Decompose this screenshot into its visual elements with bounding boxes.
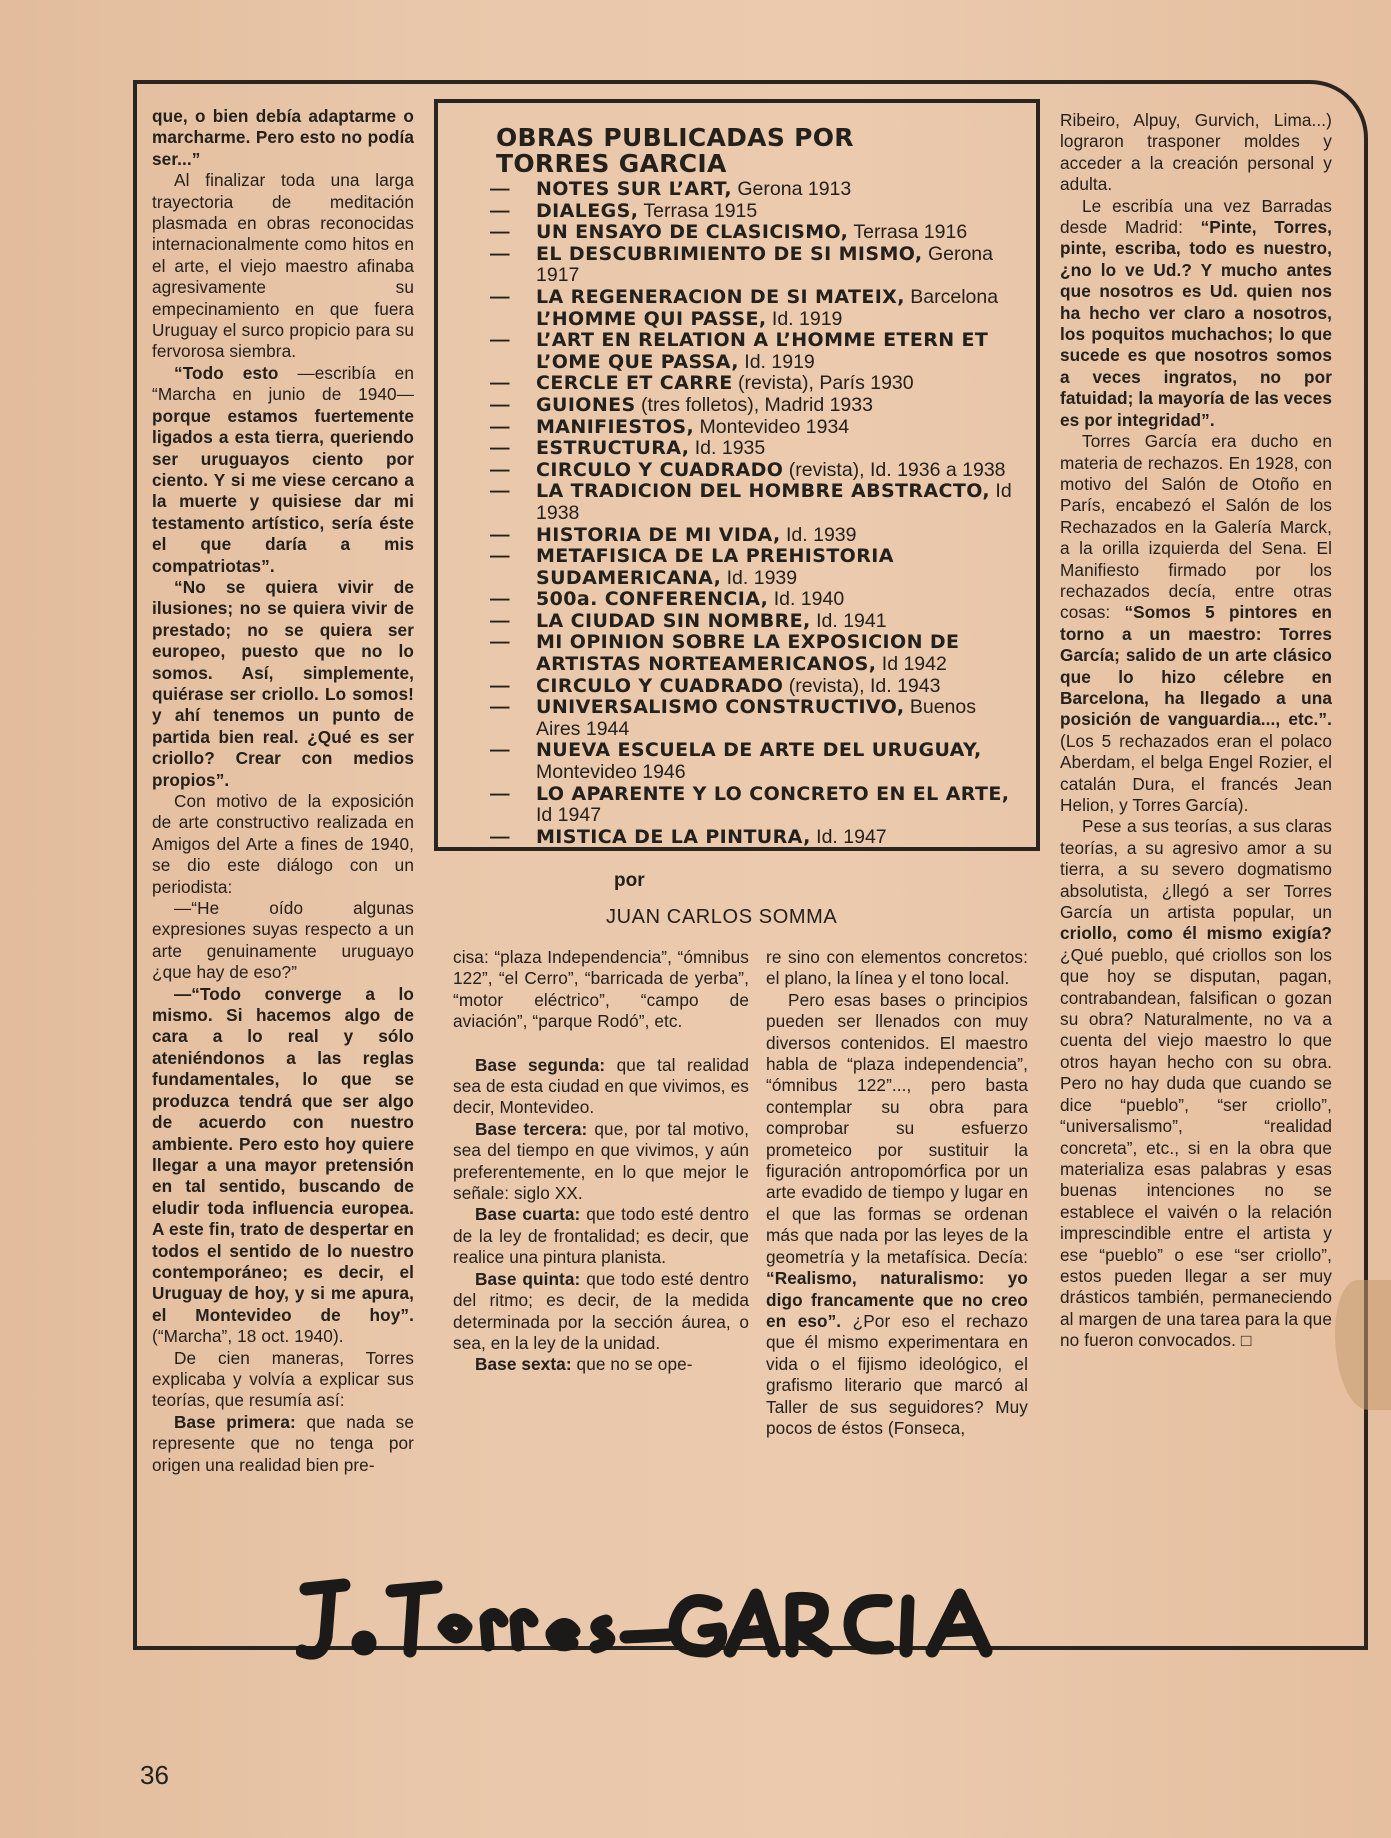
dash-marker: — <box>490 631 510 654</box>
publication-title: L’ART EN RELATION A L’HOMME ETERN ET L’OME QUE PASSA, <box>536 329 989 373</box>
dash-marker: — <box>490 221 510 244</box>
publication-title: UNIVERSALISMO CONSTRUCTIVO, <box>536 696 905 719</box>
publication-item <box>452 611 1016 633</box>
col2-paragraph: Base cuarta: que todo esté dentro de la ley de frontalidad; es decir, que realice una pintura planista. <box>453 1204 749 1268</box>
col1-paragraph: Base primera: que nada se represente que no tenga por origen una realidad bien pre- <box>152 1411 414 1475</box>
dash-marker: — <box>490 285 510 308</box>
dash-marker: — <box>490 199 510 222</box>
dash-marker: — <box>490 415 510 438</box>
publication-title: LA REGENERACION DE SI MATEIX, <box>536 285 905 308</box>
col1-paragraph: —“Todo converge a lo mismo. Si hacemos algo de cara a lo real y sólo ateniéndonos a las reglas fundamentales, lo que se produzca tendrá que ser algo de acuerdo con nuestro ambiente. Pero esto hoy quiere llegar a una mayor pretensión en tal sentido, buscando de eludir toda influencia europea. A este fin, trato de despertar en todos el sentido de lo nuestro contemporáneo; es decir, el Uruguay de hoy, y si me apura, el Montevideo de hoy”. (“Marcha”, 18 oct. 1940). <box>152 983 414 1347</box>
article-column-4 <box>1060 110 1332 1352</box>
publication-item <box>452 525 1016 547</box>
dash-marker: — <box>490 674 510 697</box>
publication-title: NOTES SUR L’ART, <box>536 178 732 200</box>
dash-marker: — <box>490 458 510 481</box>
col2-paragraph: cisa: “plaza Independencia”, “ómnibus 122”, “el Cerro”, “barricada de yerba”, “motor eléctrico”, “campo de aviación”, “parque Rodó”, etc. <box>453 947 749 1032</box>
publication-place-date: Id. 1939 <box>780 523 857 546</box>
dash-marker: — <box>490 609 510 632</box>
publication-place-date: Id. 1939 <box>721 566 798 589</box>
signature-logo <box>296 1555 1096 1675</box>
publication-item <box>452 481 1016 524</box>
col3-paragraph: re sino con elementos concretos: el plano, la línea y el tono local. <box>766 947 1028 989</box>
publication-item <box>452 827 1016 849</box>
publication-title: UN ENSAYO DE CLASICISMO, <box>536 221 849 244</box>
publication-item <box>452 201 1016 223</box>
publication-place-date: Id. 1919 <box>738 350 815 373</box>
publication-title: CIRCULO Y CUADRADO <box>536 458 784 481</box>
publication-item <box>452 287 1016 330</box>
publication-title: 500a. CONFERENCIA, <box>536 588 769 611</box>
publication-title: CERCLE ET CARRE <box>536 372 733 395</box>
publication-item <box>452 244 1016 287</box>
publication-item <box>452 330 1016 373</box>
publication-item <box>452 395 1016 417</box>
publication-title: DIALEGS, <box>536 199 639 222</box>
article-column-1 <box>152 106 414 1476</box>
publication-title: LO APARENTE Y LO CONCRETO EN EL ARTE, <box>536 782 1010 805</box>
publication-title: EL DESCUBRIMIENTO DE SI MISMO, <box>536 242 923 265</box>
col2-paragraph: Base quinta: que todo esté dentro del ritmo; es decir, de la medida determinada por la sección áurea, o sea, en la ley de la unidad. <box>453 1268 750 1353</box>
col1-paragraph: “No se quiera vivir de ilusiones; no se quiera vivir de prestado; no se quiera ser europeo, puesto que no lo somos. Así, simplemente, quiérase ser criollo. Lo somos! y ahí tenemos un punto de partida bien real. ¿Qué es ser criollo? Crear con medios propios”. <box>152 576 414 790</box>
publication-place-date: Id 1942 <box>876 653 947 676</box>
publications-box <box>434 99 1040 851</box>
publication-title: LA CIUDAD SIN NOMBRE, <box>536 609 811 632</box>
col3-paragraph: Pero esas bases o principios pueden ser llenados con muy diversos contenidos. El maestro habla de “plaza independencia”, “ómnibus 122”..., pero basta contemplar su obra para comprobar su esfuerzo prometeico por sustituir la figuración antropomórfica por un arte evadido de tiempo y lugar en el que las formas se ordenan más que nada por las leyes de la geometría y la metafísica. Decía: “Realismo, naturalismo: yo digo francamente que no creo en eso”. ¿Por eso el rechazo que él mismo experimentara en vida o el fijismo ideológico, el grafismo literario que marcó al Taller de sus seguidores? Muy pocos de éstos (Fonseca, <box>766 989 1028 1438</box>
publication-title: HISTORIA DE MI VIDA, <box>536 523 781 546</box>
publication-item <box>452 632 1016 675</box>
col1-paragraph: Con motivo de la exposición de arte constructivo realizada en Amigos del Arte a fines de 1940, se dio este diálogo con un periodista: <box>152 791 414 897</box>
col2-paragraph: Base sexta: que no se ope- <box>475 1354 693 1375</box>
col4-paragraph: Le escribía una vez Barradas desde Madrid: “Pinte, Torres, pinte, escriba, todo es nuestro, ¿no lo ve Ud.? Y mucho antes que nosotros es Ud. quien nos ha hecho ver claro a nosotros, los poquitos muchachos; lo que sucede es que nosotros somos a veces ingratos, no por fatuidad; la mayoría de las veces es por integridad”. <box>1060 195 1332 430</box>
dash-marker: — <box>490 372 510 395</box>
publication-title: L’HOMME QUI PASSE, <box>536 307 767 330</box>
publication-place-date: Id. 1940 <box>768 588 845 611</box>
publication-item <box>452 222 1016 244</box>
article-column-2 <box>453 947 749 1376</box>
col4-paragraph: Pese a sus teorías, a sus claras teorías, a su agresivo amor a su tierra, a su severo dogmatismo absolutista, ¿llegó a ser Torres García un artista popular, un criollo, como él mismo exigía? ¿Qué pueblo, qué criollos son los que hoy se disputan, pagan, contrabandean, falsifican o gozan su obra? Naturalmente, no va a cuenta del viejo maestro lo que otros hayan hecho con su obra. Pero no hay duda que cuando se dice “pueblo”, “ser criollo”, “universalismo”, “realidad concreta”, etc., si en la obra que materializa esas palabras y esas buenas intenciones no se establece el vaivén o la relación imprescindible entre el artista y ese “pueblo” o ese “ser criollo”, estos pueden llegar a ser muy drásticos también, permaneciendo al margen de una tarea para la que no fueron convocados. □ <box>1060 816 1332 1351</box>
publication-title: ESTRUCTURA, <box>536 437 690 460</box>
publication-title: CIRCULO Y CUADRADO <box>536 674 784 697</box>
dash-marker: — <box>490 178 510 200</box>
publication-place-date: Id. 1919 <box>766 307 843 330</box>
col1-paragraph: —“He oído algunas expresiones suyas respecto a un arte genuinamente uruguayo ¿que hay de eso?” <box>152 898 414 983</box>
publications-list <box>452 179 1022 848</box>
publications-title-line-1: OBRAS PUBLICADAS POR <box>496 123 854 152</box>
dash-marker: — <box>490 588 510 611</box>
publication-place-date: Id. 1947 <box>810 825 887 848</box>
byline-por: por <box>614 870 645 891</box>
dash-marker: — <box>490 739 510 762</box>
col2-paragraph: Base segunda: que tal realidad sea de esta ciudad en que vivimos, es decir, Montevideo. <box>453 1054 749 1118</box>
publication-title: MANIFIESTOS, <box>536 415 695 438</box>
publications-title-line-2: TORRES GARCIA <box>496 149 727 178</box>
dash-marker: — <box>490 545 510 568</box>
publication-place-date: Gerona 1917 <box>536 242 993 287</box>
col1-paragraph: que, o bien debía adaptarme o marcharme. Pero esto no podía ser...” <box>152 106 414 169</box>
publication-place-date: Id. 1935 <box>689 437 766 460</box>
publication-title: GUIONES <box>536 393 636 416</box>
publication-title: NUEVA ESCUELA DE ARTE DEL URUGUAY, <box>536 739 982 762</box>
publication-place-date: Id 1947 <box>536 804 602 827</box>
article-column-3 <box>766 947 1028 1439</box>
dash-marker: — <box>490 437 510 460</box>
publication-place-date: (revista), Id. 1943 <box>783 674 941 697</box>
publication-item <box>452 740 1016 783</box>
publication-item <box>452 417 1016 439</box>
publication-item <box>452 460 1016 482</box>
col1-paragraph: De cien maneras, Torres explicaba y volvía a explicar sus teorías, que resumía así: <box>152 1347 414 1411</box>
publication-title: METAFISICA DE LA PREHISTORIA SUDAMERICANA, <box>536 545 894 589</box>
publication-item <box>452 438 1016 460</box>
publication-place-date: Terrasa 1916 <box>848 221 968 244</box>
publication-place-date: Id. 1941 <box>810 609 887 632</box>
dash-marker: — <box>490 393 510 416</box>
col2-paragraph <box>453 1033 749 1055</box>
publication-title: LA TRADICION DEL HOMBRE ABSTRACTO, <box>536 480 991 503</box>
publication-place-date: (tres folletos), Madrid 1933 <box>635 393 873 416</box>
dash-marker: — <box>490 696 510 719</box>
page-number: 36 <box>140 1760 169 1790</box>
publication-title: MISTICA DE LA PINTURA, <box>536 825 811 848</box>
dash-marker: — <box>490 329 510 352</box>
publication-item <box>452 589 1016 611</box>
publication-place-date: Id 1938 <box>536 480 1012 524</box>
col2-paragraph: Base tercera: que, por tal motivo, sea del tiempo en que vivimos, y aún preferentemente, en lo que mejor le señale: siglo XX. <box>453 1118 749 1204</box>
publication-place-date: Montevideo 1946 <box>536 761 686 784</box>
col1-paragraph: “Todo esto —escribía en “Marcha en junio de 1940— porque estamos fuertemente ligados a esta tierra, queriendo ser uruguayos ciento por ciento. Y si me viese cercano a la muerte y quisiese dar mi testamento artístico, sería éste el que daría a mis compatriotas”. <box>152 362 414 576</box>
dash-marker: — <box>490 782 510 805</box>
dash-marker: — <box>490 523 510 546</box>
publication-place-date: Buenos Aires 1944 <box>536 696 976 740</box>
publication-place-date: Barcelona <box>904 285 999 308</box>
publication-item <box>452 784 1016 827</box>
dash-marker: — <box>490 242 510 265</box>
publication-item <box>452 697 1016 740</box>
publication-title: MI OPINION SOBRE LA EXPOSICION DE ARTISTAS NORTEAMERICANOS, <box>536 631 960 676</box>
publication-item <box>452 373 1016 395</box>
publication-item <box>452 546 1016 589</box>
col1-paragraph: Al finalizar toda una larga trayectoria de meditación plasmada en obras reconocidas internacionalmente como hitos en el arte, el viejo maestro afinaba agresivamente su empecinamiento en que fuera Uruguay el surco propicio para su fervorosa siembra. <box>152 170 414 362</box>
publication-place-date: (revista), París 1930 <box>732 372 914 395</box>
publications-title <box>496 125 1022 177</box>
byline-author: JUAN CARLOS SOMMA <box>606 906 838 928</box>
publication-place-date: (revista), Id. 1936 a 1938 <box>783 458 1006 481</box>
publication-place-date: Terrasa 1915 <box>638 199 758 222</box>
col4-paragraph: Torres García era ducho en materia de rechazos. En 1928, con motivo del Salón de Otoño en París, encabezó el Salón de los Rechazados en la Galería Marck, a la orilla izquierda del Sena. El Manifiesto firmado por los rechazados decía, entre otras cosas: “Somos 5 pintores en torno a un maestro: Torres García; salido de un arte clásico que lo hizo célebre en Barcelona, ha llegado a una posición de vanguardia..., etc.”. (Los 5 rechazados eran el polaco Aberdam, el belga Engel Rozier, el catalán Dura, el francés Jean Helion, y Torres García). <box>1060 431 1332 815</box>
dash-marker: — <box>490 480 510 503</box>
col4-paragraph: Ribeiro, Alpuy, Gurvich, Lima...) lograron trasponer moldes y acceder a la creación personal y adulta. <box>1060 110 1332 195</box>
publication-place-date: Montevideo 1934 <box>694 415 850 438</box>
dash-marker: — <box>490 825 510 848</box>
publication-place-date: Gerona 1913 <box>731 178 852 200</box>
publication-item <box>452 676 1016 698</box>
publication-item <box>452 179 1016 201</box>
